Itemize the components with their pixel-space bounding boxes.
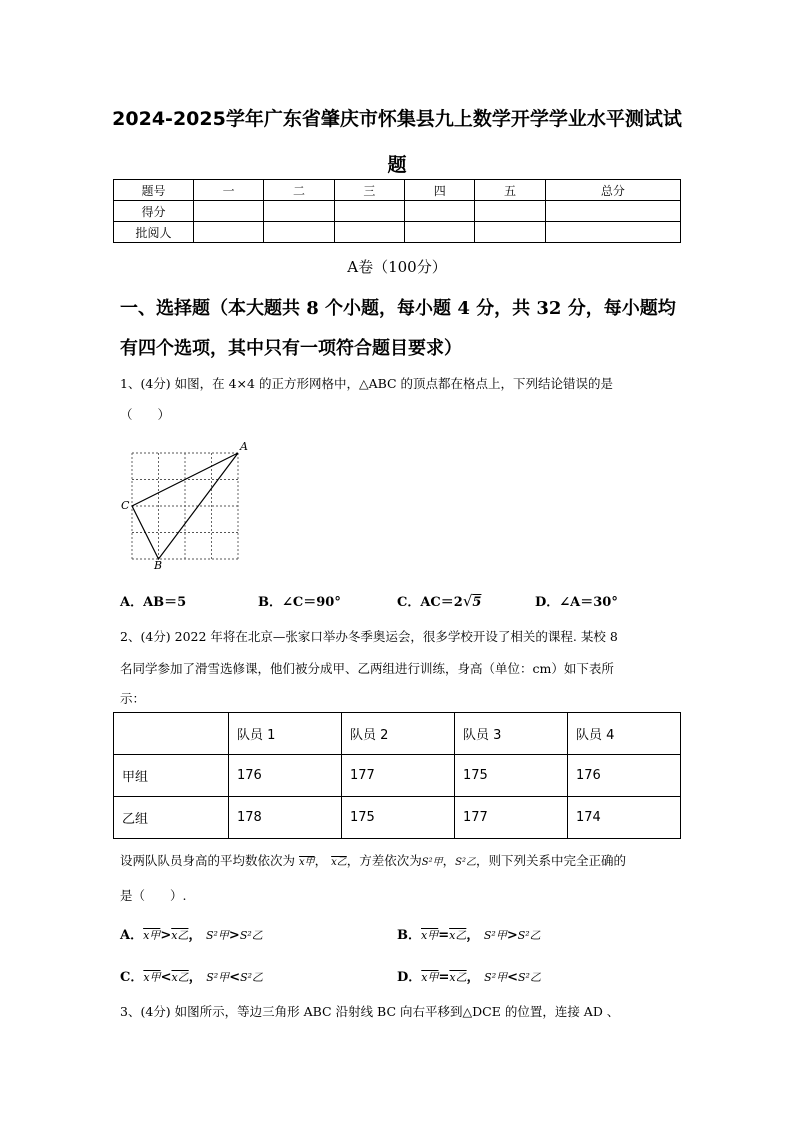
table-cell: 176 — [229, 755, 342, 797]
table-cell: 175 — [455, 755, 568, 797]
table-cell: 甲组 — [114, 755, 229, 797]
q1-option-d[interactable]: D．∠A＝30° — [535, 595, 618, 610]
table-row — [114, 797, 681, 839]
option-var-right: S²乙 — [240, 971, 264, 984]
sqrt-icon: √ — [462, 592, 473, 610]
option-mean-right: x乙 — [171, 929, 189, 942]
height-table — [113, 712, 681, 839]
q1-option-a[interactable]: A．AB＝5 — [120, 595, 187, 610]
s2-yi: S²乙 — [455, 857, 477, 868]
table-cell: 176 — [568, 755, 681, 797]
score-cell[interactable] — [334, 201, 404, 222]
option-operator: < — [507, 970, 519, 985]
option-mean-right: x乙 — [449, 971, 467, 984]
score-row — [114, 201, 681, 222]
label-b: B — [154, 559, 163, 570]
table-cell: 175 — [342, 797, 455, 839]
option-label: D． — [397, 970, 422, 985]
q1-stem-line2: （ ） — [120, 407, 171, 422]
table-cell: 177 — [342, 755, 455, 797]
table-row — [114, 755, 681, 797]
xbar-jia: x甲 — [299, 857, 315, 868]
q2-stem-line2: 名同学参加了滑雪选修课，他们被分成甲、乙两组进行训练，身高（单位：cm）如下表所 — [120, 661, 614, 676]
q2-condition-text-a: 设两队队员身高的平均数依次为 — [120, 853, 296, 868]
table-cell: 177 — [455, 797, 568, 839]
score-header-cell: 一 — [194, 180, 264, 201]
q1-option-c-radicand: 5 — [472, 595, 482, 610]
grader-cell[interactable] — [405, 222, 475, 243]
score-header-cell: 总分 — [545, 180, 680, 201]
score-header-cell: 三 — [334, 180, 404, 201]
page-title-continued: 题 — [387, 154, 407, 176]
option-label: C． — [120, 970, 144, 985]
option-operator: < — [160, 970, 172, 985]
option-mean-right: x乙 — [449, 929, 467, 942]
height-header-cell — [114, 713, 229, 755]
score-cell[interactable] — [264, 201, 334, 222]
grader-cell[interactable] — [545, 222, 680, 243]
option-var-left: S²甲 — [206, 971, 230, 984]
option-label: A． — [120, 928, 144, 943]
score-table — [113, 179, 681, 243]
q1-option-c-text: C．AC＝2 — [397, 595, 463, 610]
q3-stem-line1: 3、(4分) 如图所示，等边三角形 ABC 沿射线 BC 向右平移到△DCE 的位置，连接 AD 、 — [120, 1004, 620, 1019]
option-mean-right: x乙 — [171, 971, 189, 984]
q2-option-d[interactable]: D．x甲=x乙， S²甲<S²乙 — [397, 970, 541, 985]
option-label: B． — [397, 928, 421, 943]
section-heading-line2: 有四个选项，其中只有一项符合题目要求） — [120, 338, 462, 359]
score-header-cell: 四 — [405, 180, 475, 201]
q2-condition-text-c: ，则下列关系中完全正确的 — [476, 853, 627, 868]
grader-row-label: 批阅人 — [114, 222, 194, 243]
table-cell: 174 — [568, 797, 681, 839]
q2-option-b[interactable]: B．x甲=x乙， S²甲>S²乙 — [397, 928, 541, 943]
option-mean-left: x甲 — [143, 929, 161, 942]
q2-stem-line3: 示： — [120, 691, 146, 706]
option-var-right: S²乙 — [517, 929, 541, 942]
q2-condition-text-b: ，方差依次为 — [346, 853, 422, 868]
option-var-left: S²甲 — [205, 929, 229, 942]
option-var-left: S²甲 — [484, 971, 508, 984]
score-header-cell: 二 — [264, 180, 334, 201]
height-header-cell: 队员 2 — [342, 713, 455, 755]
score-cell[interactable] — [475, 201, 545, 222]
s2-jia: S²甲 — [421, 857, 443, 868]
q1-grid-figure — [118, 438, 248, 570]
table-cell: 乙组 — [114, 797, 229, 839]
option-operator: = — [438, 970, 450, 985]
height-header-cell: 队员 4 — [568, 713, 681, 755]
score-table-header-row — [114, 180, 681, 201]
table-cell: 178 — [229, 797, 342, 839]
option-var-right: S²乙 — [518, 971, 541, 984]
score-cell[interactable] — [194, 201, 264, 222]
q1-option-b[interactable]: B．∠C＝90° — [258, 595, 341, 610]
option-mean-left: x甲 — [143, 971, 161, 984]
option-mean-left: x甲 — [421, 971, 439, 984]
grader-cell[interactable] — [475, 222, 545, 243]
height-header-cell: 队员 1 — [229, 713, 342, 755]
option-operator: = — [438, 928, 450, 943]
option-var-left: S²甲 — [483, 929, 507, 942]
score-row-label: 得分 — [114, 201, 194, 222]
page-title: 2024-2025学年广东省肇庆市怀集县九上数学开学学业水平测试试 — [112, 108, 682, 130]
paper-part-heading: A卷（100分） — [347, 258, 447, 276]
q1-option-c[interactable] — [397, 591, 481, 610]
q2-option-c[interactable]: C．x甲<x乙， S²甲<S²乙 — [120, 970, 264, 985]
q2-condition-line: 设两队队员身高的平均数依次为 x甲， x乙，方差依次为S²甲，S²乙，则下列关系中完全正确的 — [120, 853, 627, 868]
label-c: C — [121, 499, 130, 512]
grader-cell[interactable] — [194, 222, 264, 243]
grid-lines — [132, 453, 238, 559]
height-table-header-row — [114, 713, 681, 755]
q1-stem-line1: 1、(4分) 如图，在 4×4 的正方形网格中，△ABC 的顶点都在格点上，下列结论错误的是 — [120, 376, 614, 391]
grader-cell[interactable] — [264, 222, 334, 243]
score-header-cell: 五 — [475, 180, 545, 201]
option-operator: < — [229, 970, 241, 985]
grader-cell[interactable] — [334, 222, 404, 243]
option-var-right: S²乙 — [239, 929, 263, 942]
option-operator: > — [160, 928, 172, 943]
option-mean-left: x甲 — [421, 929, 439, 942]
q2-condition-line2: 是（ ）. — [120, 888, 187, 903]
score-header-cell: 题号 — [114, 180, 194, 201]
label-a: A — [240, 440, 248, 453]
score-cell[interactable] — [545, 201, 680, 222]
section-heading-line1: 一、选择题（本大题共 8 个小题，每小题 4 分，共 32 分，每小题均 — [120, 298, 676, 319]
score-cell[interactable] — [405, 201, 475, 222]
height-header-cell: 队员 3 — [455, 713, 568, 755]
xbar-yi: x乙 — [331, 857, 347, 868]
option-operator: > — [506, 928, 518, 943]
option-operator: > — [228, 928, 240, 943]
q2-option-a[interactable]: A．x甲>x乙， S²甲>S²乙 — [120, 928, 263, 943]
q2-stem-line1: 2、(4分) 2022 年将在北京—张家口举办冬季奥运会，很多学校开设了相关的课程. 某校 8 — [120, 629, 618, 644]
grader-row — [114, 222, 681, 243]
